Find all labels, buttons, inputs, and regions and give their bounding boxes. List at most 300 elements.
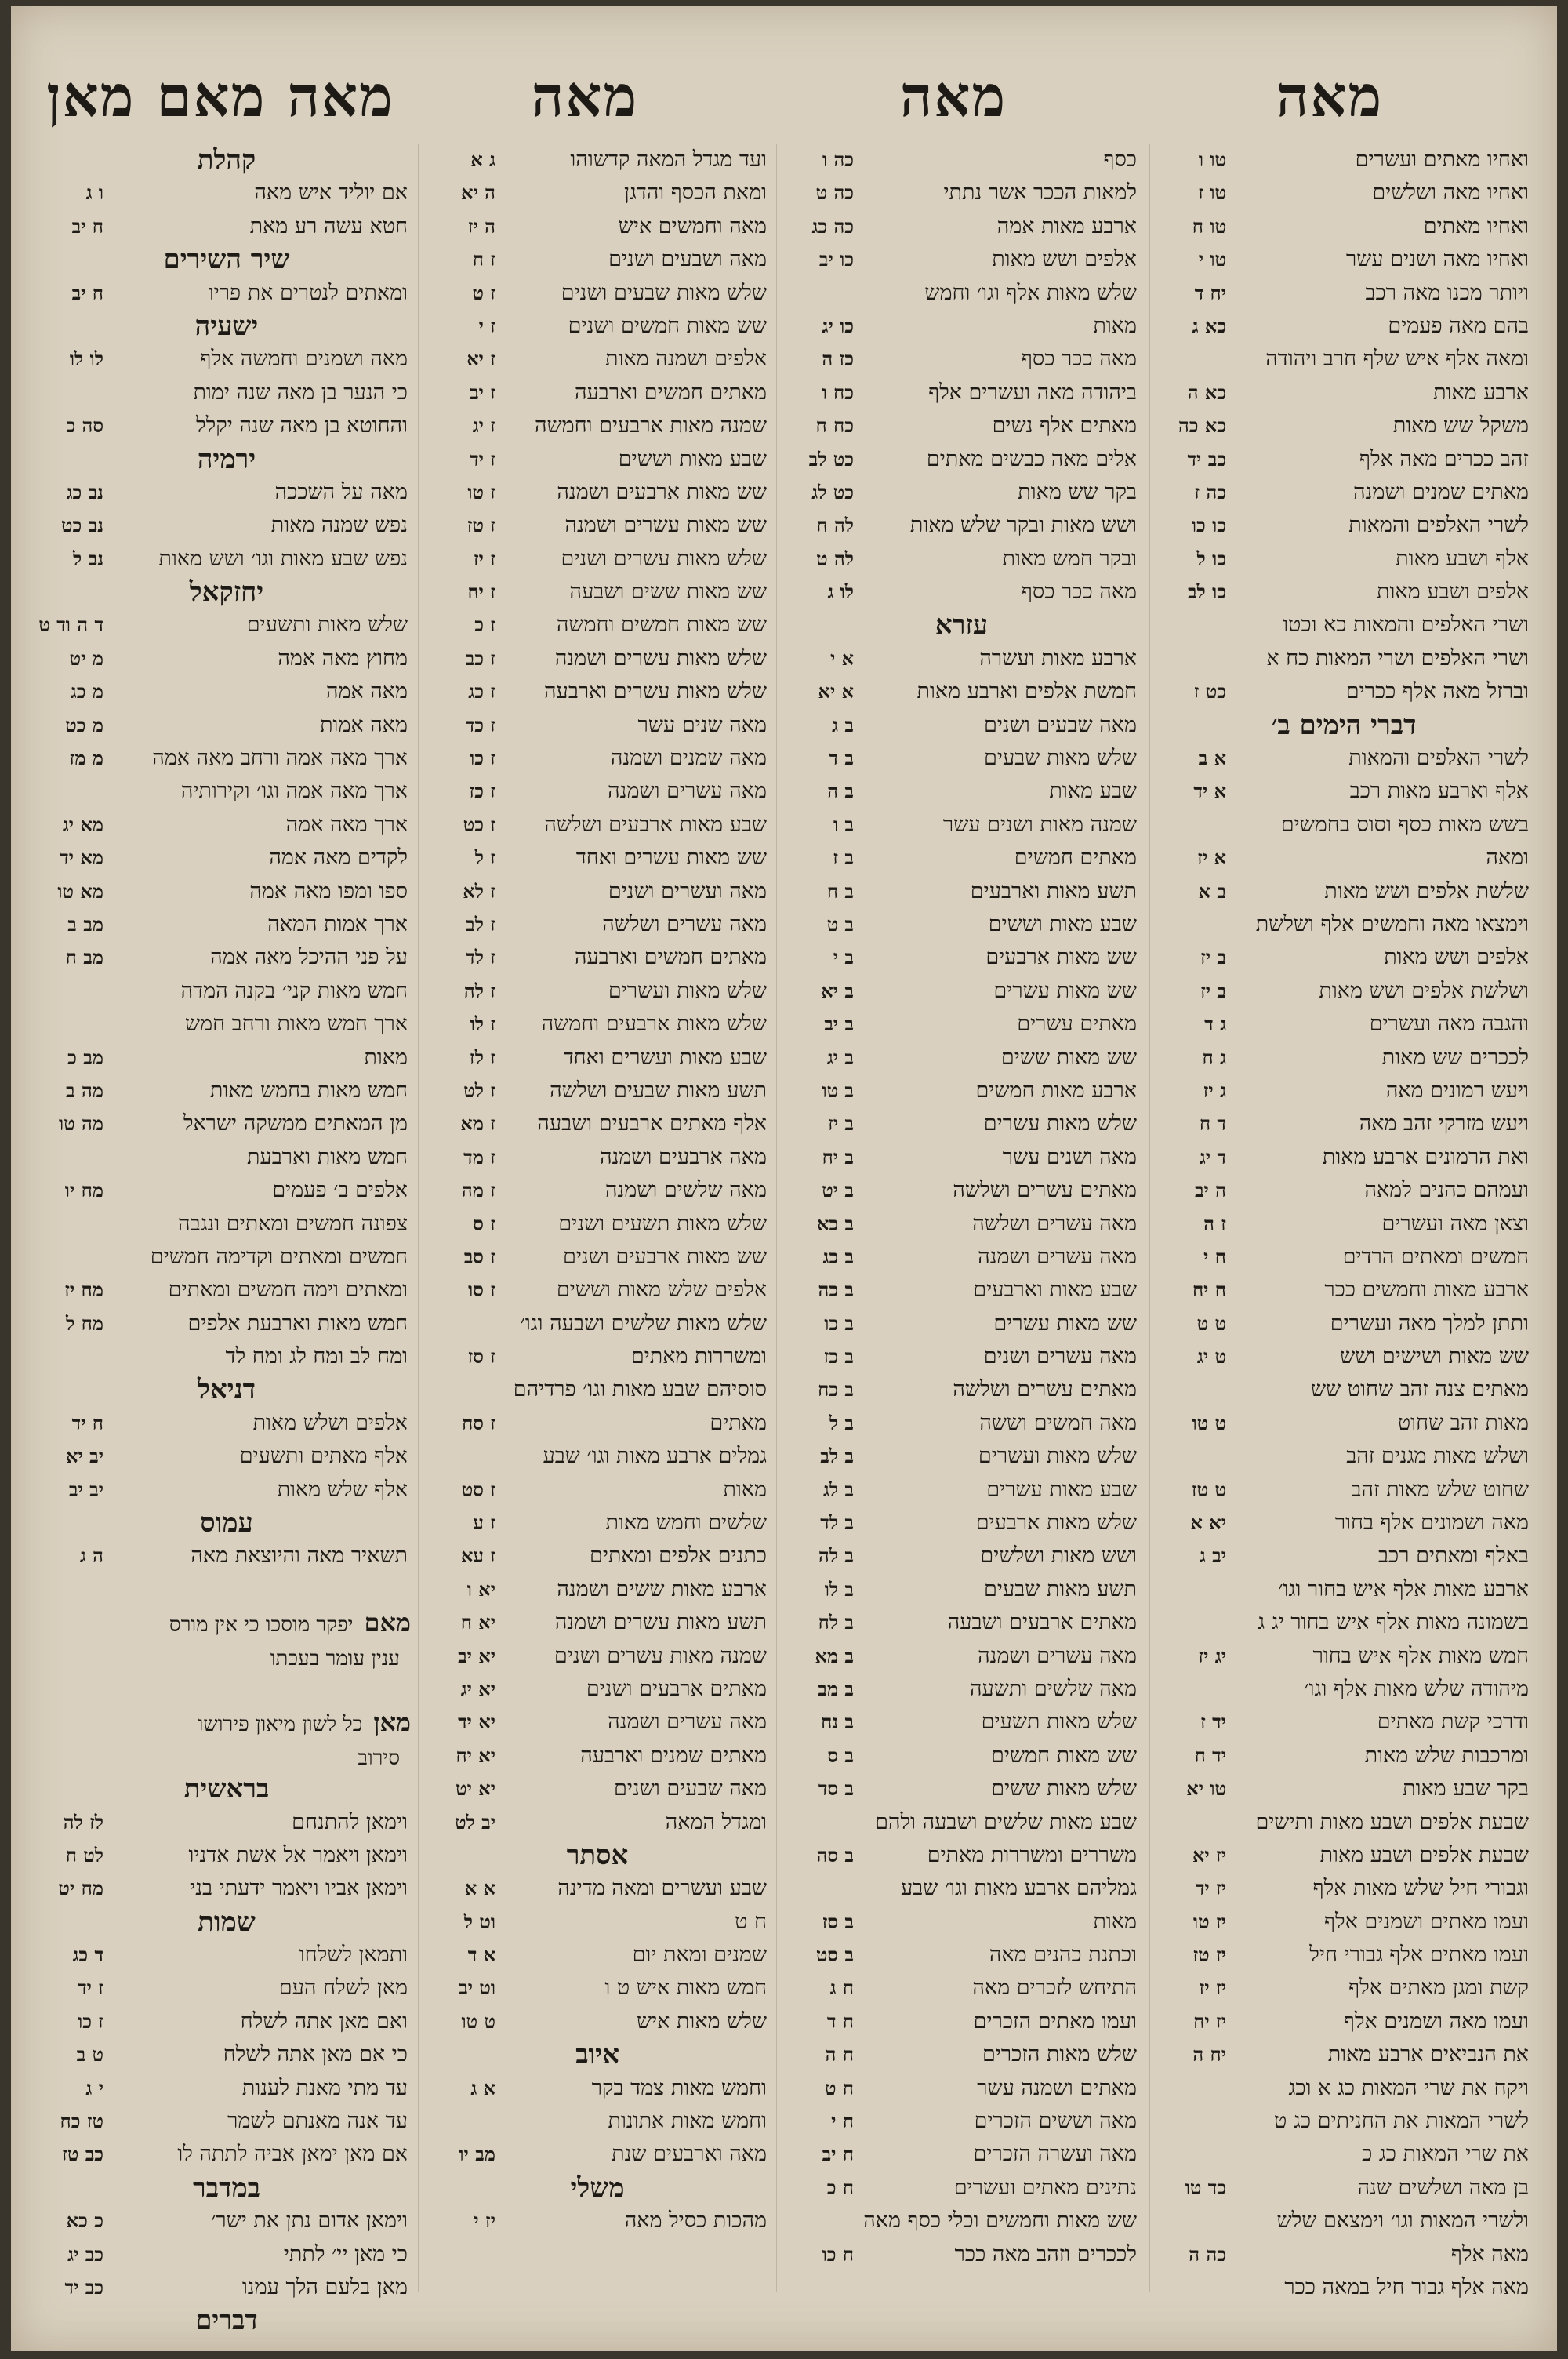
headword: מאן xyxy=(373,1707,411,1738)
verse-reference: ח יב xyxy=(822,2143,854,2166)
verse-text: וצאן מאה ועשרים xyxy=(1381,1211,1529,1236)
concordance-entry xyxy=(783,875,1140,908)
column-1 xyxy=(1156,144,1532,2308)
verse-text: שלש מאות עשרים ושמנה xyxy=(554,645,767,671)
book-heading: משלי xyxy=(570,2172,625,2204)
verse-reference: ח ג xyxy=(829,1976,854,2000)
verse-text: שלש מאות ששים xyxy=(991,1776,1137,1801)
verse-reference: יב ג xyxy=(1199,1544,1226,1568)
verse-text: ח ט xyxy=(735,1909,767,1934)
concordance-entry xyxy=(425,908,770,941)
verse-reference: ג יז xyxy=(1203,1078,1226,1102)
verse-reference: ז ח xyxy=(472,248,495,271)
verse-reference: ח כו xyxy=(822,2242,854,2266)
concordance-entry xyxy=(1156,908,1532,941)
verse-text: מאתים צנה זהב שחוט שש xyxy=(1310,1377,1529,1402)
verse-text: בקר שבע מאות xyxy=(1403,1776,1529,1801)
verse-text: שבע מאות וששים xyxy=(988,911,1137,936)
concordance-entry xyxy=(783,1307,1140,1340)
concordance-entry xyxy=(1156,1141,1532,1174)
concordance-entry xyxy=(783,1606,1140,1639)
column-divider xyxy=(418,144,419,2292)
verse-text: ארך חמש מאות ורחב חמש xyxy=(184,1012,408,1037)
verse-text: ויקח את שרי המאות כג א וכג xyxy=(1288,2075,1529,2100)
verse-reference: יב יא xyxy=(66,1445,103,1468)
verse-text: ועמהם כהנים למאה xyxy=(1364,1178,1529,1203)
concordance-entry xyxy=(425,1739,770,1772)
verse-reference: ג א xyxy=(470,148,495,171)
verse-text: ומאתים וימה חמשים ומאתים xyxy=(168,1278,408,1303)
verse-text: מאה עשרים ושמנה xyxy=(608,1710,767,1735)
verse-reference: יג יז xyxy=(1198,1644,1226,1667)
concordance-entry xyxy=(42,941,411,974)
concordance-entry xyxy=(783,1906,1140,1939)
verse-reference: לו לו xyxy=(69,347,103,371)
verse-text: והגבה מאה ועשרים xyxy=(1369,1012,1529,1037)
verse-text: שש מאות חמשים וחמשה xyxy=(556,612,767,638)
concordance-entry xyxy=(42,908,411,941)
verse-reference: ב כז xyxy=(823,1345,854,1369)
verse-text: שלש מאות עשרים ושנים xyxy=(561,546,767,571)
verse-text: חמש מאות קני׳ בקנה המדה xyxy=(180,978,408,1003)
concordance-entry xyxy=(1156,343,1532,376)
verse-text: מאה ועשרים ושנים xyxy=(608,878,767,903)
verse-reference: מב יו xyxy=(459,2143,495,2166)
concordance-entry xyxy=(42,210,411,243)
verse-reference: כו יג xyxy=(822,314,854,337)
concordance-entry xyxy=(38,609,411,642)
concordance-entry xyxy=(1156,642,1532,675)
concordance-entry xyxy=(42,675,411,708)
verse-reference: א י xyxy=(829,646,854,670)
verse-text: ארבע מאות וחמשים ככר xyxy=(1324,1278,1529,1303)
verse-reference: יא א xyxy=(1190,1511,1226,1535)
concordance-entry xyxy=(783,1274,1140,1307)
verse-text: ומגדל המאה xyxy=(665,1809,767,1834)
verse-reference: ז יג xyxy=(472,414,495,438)
verse-reference: ז טו xyxy=(467,480,495,503)
concordance-entry xyxy=(1156,2138,1532,2171)
concordance-entry xyxy=(1156,210,1532,243)
verse-reference: ב סד xyxy=(818,1777,854,1801)
concordance-entry xyxy=(42,1939,411,1972)
verse-reference: ב יח xyxy=(822,1145,854,1169)
verse-text: מאה ועשרה הזכרים xyxy=(973,2142,1137,2167)
concordance-entry xyxy=(783,509,1140,542)
verse-text: ועמו מאתים הזכרים xyxy=(973,2008,1137,2034)
book-heading: עזרא xyxy=(935,609,989,642)
verse-reference: ט יג xyxy=(1196,1345,1226,1369)
concordance-entry xyxy=(1156,841,1532,874)
verse-reference: כז ה xyxy=(822,347,854,371)
concordance-entry xyxy=(783,941,1140,974)
concordance-entry xyxy=(783,675,1140,708)
verse-reference: טו ז xyxy=(1198,181,1226,205)
verse-text: שבע מאות עשרים xyxy=(986,1477,1137,1502)
concordance-entry xyxy=(783,642,1140,675)
concordance-entry xyxy=(1156,1074,1532,1107)
verse-reference: יז יא xyxy=(1192,1843,1226,1866)
verse-text: שלש מאות שבעים xyxy=(984,746,1137,771)
concordance-entry xyxy=(783,2172,1140,2205)
concordance-entry xyxy=(783,576,1140,609)
verse-reference: ב א xyxy=(1198,879,1226,903)
header-col-3: מאה xyxy=(531,63,639,129)
verse-reference: כו לב xyxy=(1187,580,1226,604)
verse-text: אלפים ושש מאות xyxy=(992,247,1137,272)
verse-reference: ד ה וד ט xyxy=(38,613,103,637)
verse-text: ארך אמות המאה xyxy=(267,911,408,936)
verse-text: שלש מאות איש xyxy=(636,2008,767,2034)
concordance-entry xyxy=(425,2138,770,2171)
verse-text: ארבע מאות ועשרה xyxy=(979,645,1137,671)
verse-reference: יא ח xyxy=(460,1611,495,1634)
verse-text: ושש מאות ובקר שלש מאות xyxy=(909,513,1137,538)
verse-reference: ז יח xyxy=(467,580,495,604)
verse-text: סוסיהם שבע מאות וגו׳ פרדיהם xyxy=(513,1377,767,1402)
concordance-entry xyxy=(42,642,411,675)
concordance-entry xyxy=(425,975,770,1008)
concordance-entry xyxy=(42,1208,411,1241)
verse-text: תשע מאות שבעים xyxy=(984,1576,1137,1601)
verse-reference: ה יז xyxy=(467,214,495,238)
verse-reference: ז עא xyxy=(460,1544,495,1568)
verse-text: ארבע מאות חמשים xyxy=(975,1078,1137,1103)
verse-text: שבע מאות ועשרים ואחד xyxy=(563,1045,767,1070)
verse-text: כתנים אלפים ומאתים xyxy=(590,1543,767,1568)
verse-reference: ח כ xyxy=(826,2175,854,2199)
concordance-entry xyxy=(783,809,1140,841)
concordance-entry xyxy=(783,1440,1140,1473)
verse-reference: כא כה xyxy=(1178,414,1226,438)
concordance-entry xyxy=(783,2072,1140,2105)
concordance-entry xyxy=(1156,2105,1532,2138)
concordance-entry xyxy=(1156,1872,1532,1905)
column-3 xyxy=(425,144,770,2308)
concordance-entry xyxy=(1156,409,1532,442)
concordance-entry xyxy=(1156,1340,1532,1373)
concordance-entry xyxy=(783,1872,1140,1905)
verse-reference: יח ה xyxy=(1192,2043,1226,2066)
concordance-entry xyxy=(783,2138,1140,2171)
verse-reference: כו יב xyxy=(818,248,854,271)
verse-reference: ז ע xyxy=(473,1511,495,1535)
concordance-entry xyxy=(425,1340,770,1373)
book-heading: דברי הימים ב׳ xyxy=(1271,709,1417,741)
verse-text: שלש מאות ועשרים xyxy=(608,978,767,1003)
concordance-entry xyxy=(42,1539,411,1572)
concordance-entry xyxy=(783,476,1140,509)
verse-text: שבעת אלפים ושבע מאות ותישים xyxy=(1255,1809,1529,1834)
verse-reference: ז לה xyxy=(463,979,495,1002)
verse-text: שלש מאות הזכרים xyxy=(982,2042,1137,2067)
verse-text: מאות xyxy=(364,1045,408,1070)
verse-text: שש מאות עשרים ושמנה xyxy=(564,513,767,538)
verse-text: מאה ארבעים ושמנה xyxy=(600,1144,767,1169)
concordance-entry xyxy=(783,1407,1140,1440)
concordance-entry xyxy=(425,1573,770,1606)
verse-reference: ט טו xyxy=(1192,1411,1226,1434)
concordance-entry xyxy=(783,1008,1140,1041)
book-heading: דניאל xyxy=(197,1374,256,1406)
verse-text: מאה וחמשים איש xyxy=(618,213,767,238)
concordance-entry xyxy=(783,1474,1140,1507)
verse-text: אם מאן ימאן אביה לתתה לו xyxy=(177,2142,408,2167)
verse-text: ושרי האלפים והמאות כא וכטו xyxy=(1283,612,1529,638)
verse-reference: ח יח xyxy=(1192,1278,1226,1302)
verse-text: ארבע מאות אלף איש בחור וגו׳ xyxy=(1278,1576,1529,1601)
verse-reference: כא ה xyxy=(1187,380,1226,404)
verse-reference: ב ז xyxy=(833,846,854,870)
concordance-entry xyxy=(783,543,1140,576)
verse-reference: ז טז xyxy=(466,514,495,537)
verse-text: שש מאות ששים ושבעה xyxy=(569,580,767,605)
concordance-entry xyxy=(42,2005,411,2038)
verse-reference: ז כד xyxy=(465,713,495,736)
verse-reference: ז כג xyxy=(468,680,495,703)
verse-reference: א יד xyxy=(1193,780,1226,803)
verse-text: מאה על השככה xyxy=(274,479,408,504)
verse-reference: ז ס xyxy=(473,1212,495,1235)
verse-reference: מא יד xyxy=(60,846,103,870)
concordance-entry xyxy=(1156,1839,1532,1872)
verse-text: שבע מאות xyxy=(1049,779,1137,804)
verse-text: ואחיו מאה ושלשים xyxy=(1372,180,1529,205)
verse-text: עד אנה מאנתם לשמר xyxy=(227,2109,408,2134)
verse-text: ומאתים לנטרים את פריו xyxy=(208,280,408,305)
spacer xyxy=(42,1673,411,1706)
verse-text: צפונה חמשים ומאתים ונגבה xyxy=(178,1211,408,1236)
concordance-entry xyxy=(425,1474,770,1507)
verse-reference: יא יח xyxy=(456,1743,495,1767)
concordance-entry xyxy=(1156,2205,1532,2237)
concordance-entry xyxy=(783,144,1140,176)
verse-reference: כא ג xyxy=(1192,314,1226,337)
verse-text: את הנביאים ארבע מאות xyxy=(1327,2042,1529,2067)
concordance-entry xyxy=(1156,1041,1532,1074)
verse-reference: ט טו xyxy=(461,2009,495,2033)
verse-text: עד מתי מאנת לענות xyxy=(241,2075,408,2100)
definition-text: סירוב xyxy=(358,1746,400,1770)
verse-reference: ח יד xyxy=(71,1411,103,1434)
concordance-entry xyxy=(425,1972,770,2005)
concordance-entry xyxy=(42,1107,411,1140)
verse-text: בן מאה ושלשים שנה xyxy=(1357,2175,1529,2200)
verse-reference: ז כב xyxy=(465,646,495,670)
verse-reference: יא יב xyxy=(458,1644,495,1667)
concordance-entry xyxy=(425,1507,770,1539)
verse-text: מאה שלשים ותשעה xyxy=(970,1676,1137,1701)
concordance-entry xyxy=(425,1174,770,1207)
concordance-entry xyxy=(42,2138,411,2171)
verse-reference: יא ו xyxy=(466,1577,495,1601)
verse-text: מאה עשרים ושמנה xyxy=(978,1643,1137,1668)
verse-text: ויעש מזרקי זהב מאה xyxy=(1359,1111,1529,1136)
concordance-entry xyxy=(1156,1706,1532,1739)
concordance-entry xyxy=(42,1141,411,1174)
verse-reference: ה יא xyxy=(461,181,495,205)
verse-reference: ז מה xyxy=(461,1179,495,1202)
concordance-entry xyxy=(1156,476,1532,509)
verse-text: מאה עשרים ושלשה xyxy=(972,1211,1137,1236)
verse-text: ועמו מאתים אלף גבורי חיל xyxy=(1309,1943,1529,1968)
concordance-entry xyxy=(783,975,1140,1008)
verse-reference: ד יג xyxy=(1199,1145,1226,1169)
verse-text: נתינים מאתים ועשרים xyxy=(953,2175,1137,2200)
verse-reference: יז י xyxy=(474,2209,495,2233)
concordance-entry xyxy=(783,1573,1140,1606)
verse-reference: יז טו xyxy=(1193,1910,1226,1933)
header-col-4: מאה מאם מאן xyxy=(46,63,394,129)
verse-text: מאתים אלף נשים xyxy=(992,413,1137,438)
verse-reference: ב ד xyxy=(829,747,854,770)
verse-reference: לז לה xyxy=(63,1810,103,1834)
verse-reference: ב ט xyxy=(826,912,854,936)
verse-text: נפש שמנה מאות xyxy=(270,513,408,538)
verse-text: מאה שלשים ושמנה xyxy=(604,1178,767,1203)
verse-text: שש מאות ארבעים xyxy=(985,945,1137,970)
verse-text: ואחיו מאה ושנים עשר xyxy=(1346,247,1529,272)
verse-text: מאתים חמשים וארבעה xyxy=(575,945,767,970)
concordance-entry xyxy=(42,1307,411,1340)
concordance-entry xyxy=(425,1440,770,1473)
verse-reference: מ כט xyxy=(65,713,103,736)
verse-reference: ב כו xyxy=(824,1311,854,1335)
concordance-entry xyxy=(1156,1640,1532,1673)
verse-text: כי מאן יי׳ לתתי xyxy=(283,2241,408,2266)
concordance-entry xyxy=(783,277,1140,310)
verse-reference: ז לו xyxy=(470,1012,495,1036)
verse-reference: מב כ xyxy=(67,1045,103,1069)
verse-text: כי אם מאן אתה לשלח xyxy=(223,2042,408,2067)
verse-reference: י ג xyxy=(85,2076,103,2099)
verse-text: שלש מאות שלשים ושבעה וגו׳ xyxy=(520,1310,767,1336)
book-heading: ירמיה xyxy=(197,443,256,475)
verse-reference: ז ט xyxy=(472,281,495,304)
verse-text: למאות הככר אשר נתתי xyxy=(943,180,1137,205)
concordance-entry xyxy=(1156,1806,1532,1839)
verse-text: שבעת אלפים ושבע מאות xyxy=(1319,1842,1529,1867)
verse-text: מאה ככר כסף xyxy=(1021,347,1137,372)
verse-reference: כה ה xyxy=(1189,2242,1226,2266)
concordance-entry xyxy=(425,443,770,476)
verse-text: שבע מאות וששים xyxy=(618,446,767,471)
verse-text: מאות xyxy=(1093,313,1137,338)
concordance-entry xyxy=(42,841,411,874)
book-heading: עמוס xyxy=(200,1507,253,1539)
verse-reference: א ב xyxy=(1198,747,1226,770)
concordance-entry xyxy=(42,176,411,209)
verse-reference: יא יד xyxy=(458,1710,495,1734)
verse-text: מאה עשרים ושמנה xyxy=(978,1244,1137,1269)
concordance-entry xyxy=(42,2238,411,2271)
verse-reference: יד ז xyxy=(1200,1710,1226,1734)
concordance-entry xyxy=(42,1241,411,1274)
concordance-entry xyxy=(425,277,770,310)
concordance-entry xyxy=(42,543,411,576)
concordance-entry xyxy=(425,310,770,343)
verse-text: ויותר מכנו מאה רכב xyxy=(1365,280,1529,305)
verse-text: שלש מאות שבעים ושנים xyxy=(561,280,767,305)
verse-reference: ח י xyxy=(1203,1245,1226,1268)
verse-text: ואם מאן אתה לשלח xyxy=(240,2008,408,2034)
concordance-entry xyxy=(783,409,1140,442)
verse-text: שש מאות עשרים ואחד xyxy=(575,845,767,871)
verse-reference: ז יב xyxy=(470,380,495,404)
verse-text: ארבע מאות xyxy=(1433,380,1529,405)
verse-text: שש מאות ושישים ושש xyxy=(1340,1344,1529,1369)
verse-text: שלש מאות ועשרים xyxy=(978,1444,1137,1469)
concordance-entry xyxy=(1156,243,1532,276)
concordance-entry xyxy=(425,1208,770,1241)
concordance-entry xyxy=(42,1839,411,1872)
verse-reference: ט טז xyxy=(1191,1478,1226,1501)
verse-text: בשמונה מאות אלף איש בחור יג ג xyxy=(1258,1610,1529,1635)
verse-text: תשע מאות עשרים ושמנה xyxy=(554,1610,767,1635)
concordance-entry xyxy=(42,809,411,841)
concordance-entry xyxy=(425,1606,770,1639)
verse-text: משקל שש מאות xyxy=(1392,413,1529,438)
verse-text: ועד מגדל המאה קדשוהו xyxy=(570,147,767,172)
concordance-entry xyxy=(425,1673,770,1706)
verse-reference: ב ו xyxy=(833,812,854,836)
concordance-entry xyxy=(783,1241,1140,1274)
verse-reference: ב ל xyxy=(829,1411,854,1434)
verse-text: מאה עשרים ושמנה xyxy=(608,779,767,804)
verse-reference: יב יב xyxy=(68,1478,103,1501)
verse-text: מאתים חמשים xyxy=(1014,845,1137,871)
verse-reference: ב ח xyxy=(826,879,854,903)
verse-reference: ד ח xyxy=(1199,1112,1226,1136)
concordance-entry xyxy=(42,775,411,808)
verse-text: וימצאו מאה וחמשים אלף ושלשת xyxy=(1255,911,1529,936)
concordance-entry xyxy=(425,576,770,609)
verse-reference: ז סז xyxy=(467,1345,495,1369)
verse-text: באלף ומאתים רכב xyxy=(1378,1543,1529,1568)
concordance-entry xyxy=(783,176,1140,209)
concordance-entry xyxy=(425,476,770,509)
verse-reference: ח יב xyxy=(71,281,103,304)
concordance-entry xyxy=(425,709,770,742)
concordance-entry xyxy=(425,809,770,841)
verse-text: מאן לשלח העם xyxy=(278,1976,408,2001)
verse-reference: ז יא xyxy=(466,347,495,371)
verse-text: וחמש מאות אתונות xyxy=(608,2109,767,2134)
verse-text: מאה אמות xyxy=(320,712,408,737)
concordance-entry xyxy=(1156,2238,1532,2271)
verse-text: מאות xyxy=(1093,1909,1137,1934)
concordance-entry xyxy=(783,908,1140,941)
verse-text: מאתים עשרים ושלשה xyxy=(953,1178,1137,1203)
verse-text: אלפים שלש מאות וששים xyxy=(556,1278,767,1303)
verse-reference: יא יג xyxy=(460,1677,495,1700)
verse-text: מאה אמה xyxy=(325,679,408,704)
verse-text: תשע מאות שבעים ושלשה xyxy=(550,1078,767,1103)
column-divider xyxy=(1149,144,1150,2292)
concordance-page xyxy=(11,6,1557,2351)
verse-reference: מח ל xyxy=(65,1311,103,1335)
concordance-entry xyxy=(42,975,411,1008)
concordance-entry xyxy=(783,2238,1140,2271)
concordance-entry xyxy=(42,343,411,376)
concordance-entry xyxy=(425,2005,770,2038)
concordance-entry xyxy=(783,1839,1140,1872)
concordance-entry xyxy=(42,1174,411,1207)
verse-text: ושלש מאות מגנים זהב xyxy=(1346,1444,1529,1469)
verse-text: וימאן אביו ויאמר ידעתי בני xyxy=(190,1876,408,1901)
concordance-entry xyxy=(42,1274,411,1307)
concordance-entry xyxy=(42,709,411,742)
